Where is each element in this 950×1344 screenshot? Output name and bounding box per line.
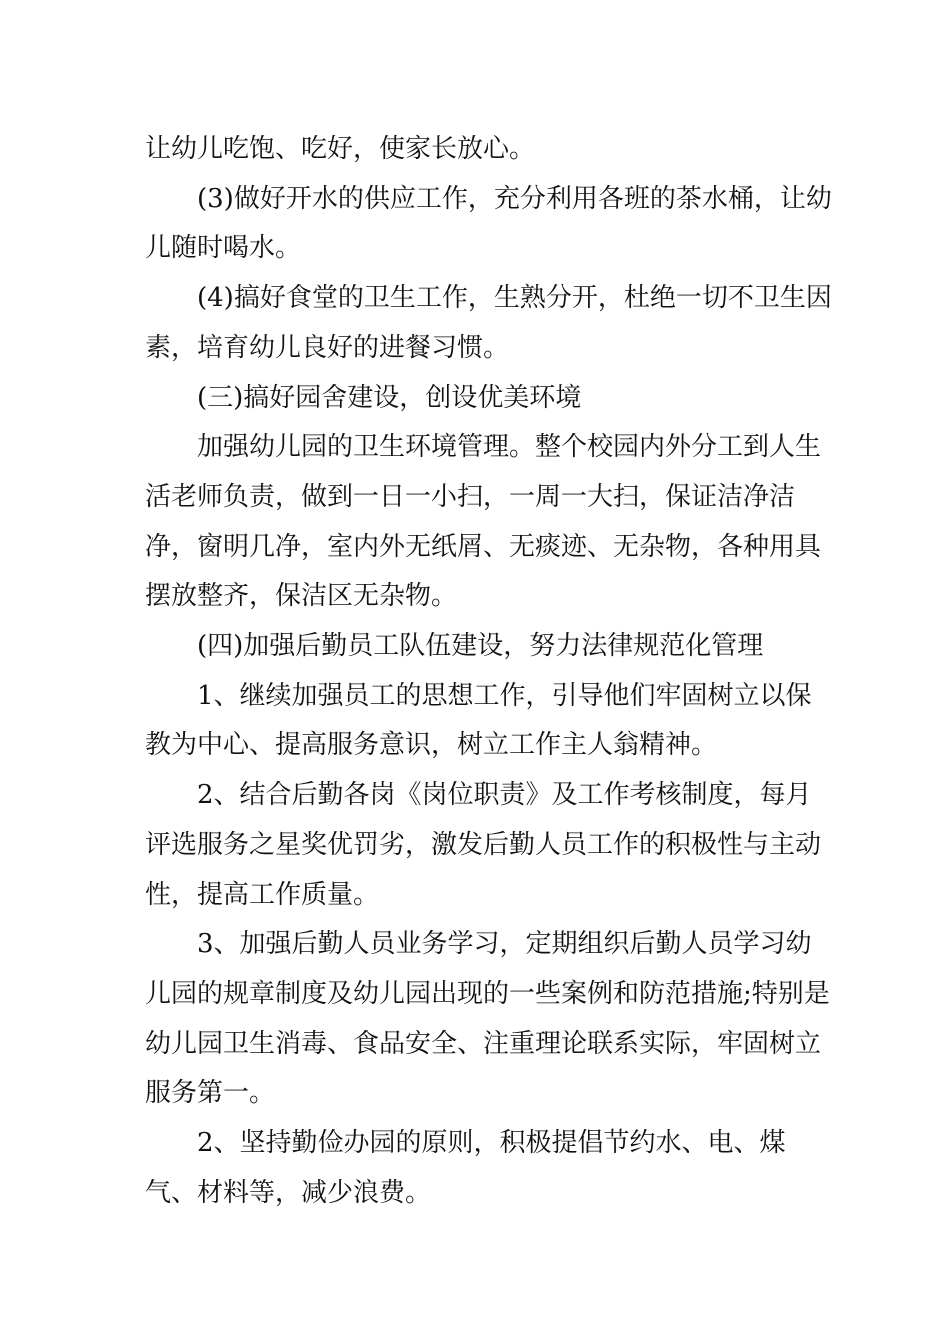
list-item-2: 2、结合后勤各岗《岗位职责》及工作考核制度，每月评选服务之星奖优罚劣，激发后勤人员工作的积极性与主动性，提高工作质量。 [145,780,822,910]
paragraph-1: 让幼儿吃饱、吃好，使家长放心。 [145,134,536,164]
paragraph-3: (4)搞好食堂的卫生工作，生熟分开，杜绝一切不卫生因素，培育幼儿良好的进餐习惯。 [145,283,832,363]
list-item-3: 3、加强后勤人员业务学习，定期组织后勤人员学习幼儿园的规章制度及幼儿园出现的一些案例和防范措施;特别是幼儿园卫生消毒、食品安全、注重理论联系实际，牢固树立服务第一。 [145,929,830,1109]
section-heading-3: (三)搞好园舍建设，创设优美环境 [197,382,582,413]
paragraph-4: 加强幼儿园的卫生环境管理。整个校园内外分工到人生活老师负责，做到一日一小扫，一周一大扫，保证洁净洁净，窗明几净，室内外无纸屑、无痰迹、无杂物，各种用具摆放整齐，保洁区无杂物。 [145,432,822,612]
section-heading-4: (四)加强后勤员工队伍建设，努力法律规范化管理 [197,631,764,662]
document-body [145,125,835,1218]
list-item-1: 1、继续加强员工的思想工作，引导他们牢固树立以保教为中心、提高服务意识，树立工作主人翁精神。 [145,680,812,761]
list-item-4: 2、坚持勤俭办园的原则，积极提倡节约水、电、煤气、材料等，减少浪费。 [145,1128,786,1208]
paragraph-2: (3)做好开水的供应工作，充分利用各班的茶水桶，让幼儿随时喝水。 [145,183,832,264]
